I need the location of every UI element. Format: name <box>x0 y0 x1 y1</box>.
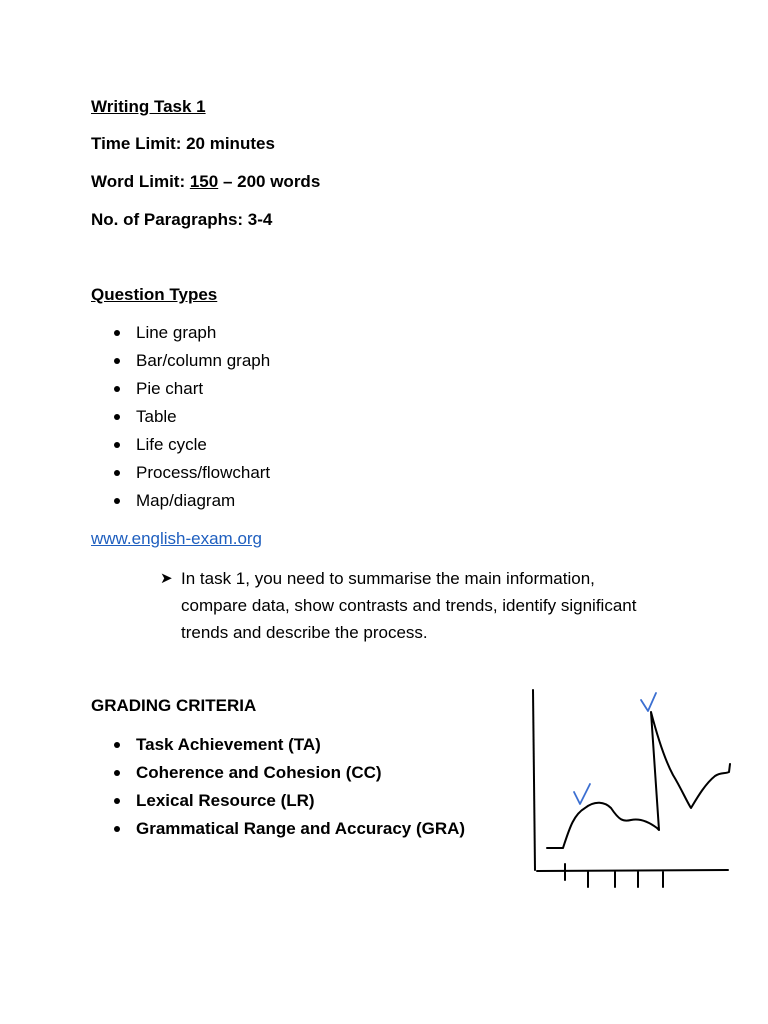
list-item: Bar/column graph <box>110 347 270 375</box>
bullet-icon <box>114 442 120 448</box>
task-note-text: In task 1, you need to summarise the main information, compare data, show contrasts and trends, identify significant trends and describe the process. <box>181 569 637 642</box>
grading-list <box>110 731 465 843</box>
sketch-trend-line <box>547 712 730 848</box>
list-item: Grammatical Range and Accuracy (GRA) <box>110 815 465 843</box>
bullet-icon <box>114 470 120 476</box>
word-limit-min: 150 <box>189 172 219 191</box>
website-link[interactable]: www.english-exam.org <box>91 529 263 548</box>
task-note <box>160 565 640 646</box>
list-item: Process/flowchart <box>110 459 270 487</box>
word-limit <box>91 171 320 193</box>
list-item: Map/diagram <box>110 487 270 515</box>
word-limit-prefix: Word Limit: <box>91 172 190 191</box>
grading-heading: GRADING CRITERIA <box>91 696 257 715</box>
list-item: Table <box>110 403 270 431</box>
list-item: Coherence and Cohesion (CC) <box>110 759 465 787</box>
list-item: Life cycle <box>110 431 270 459</box>
question-types-heading: Question Types <box>91 285 218 304</box>
bullet-icon <box>114 386 120 392</box>
paragraph-count: No. of Paragraphs: 3-4 <box>91 210 273 229</box>
bullet-icon <box>114 798 120 804</box>
check-mark-icon <box>641 693 656 711</box>
word-limit-suffix: – 200 words <box>218 172 321 191</box>
list-item: Line graph <box>110 319 270 347</box>
list-item: Lexical Resource (LR) <box>110 787 465 815</box>
bullet-icon <box>114 498 120 504</box>
bullet-icon <box>114 330 120 336</box>
question-types-list <box>110 319 270 515</box>
list-item: Task Achievement (TA) <box>110 731 465 759</box>
bullet-icon <box>114 826 120 832</box>
sketch-y-axis <box>533 690 535 870</box>
list-item: Pie chart <box>110 375 270 403</box>
bullet-icon <box>114 414 120 420</box>
bullet-icon <box>114 770 120 776</box>
document-title: Writing Task 1 <box>91 97 206 116</box>
arrow-bullet-icon: ➤ <box>160 570 173 587</box>
hand-drawn-graph-sketch <box>525 680 740 895</box>
time-limit: Time Limit: 20 minutes <box>91 134 275 153</box>
bullet-icon <box>114 358 120 364</box>
check-mark-icon <box>574 784 590 804</box>
bullet-icon <box>114 742 120 748</box>
